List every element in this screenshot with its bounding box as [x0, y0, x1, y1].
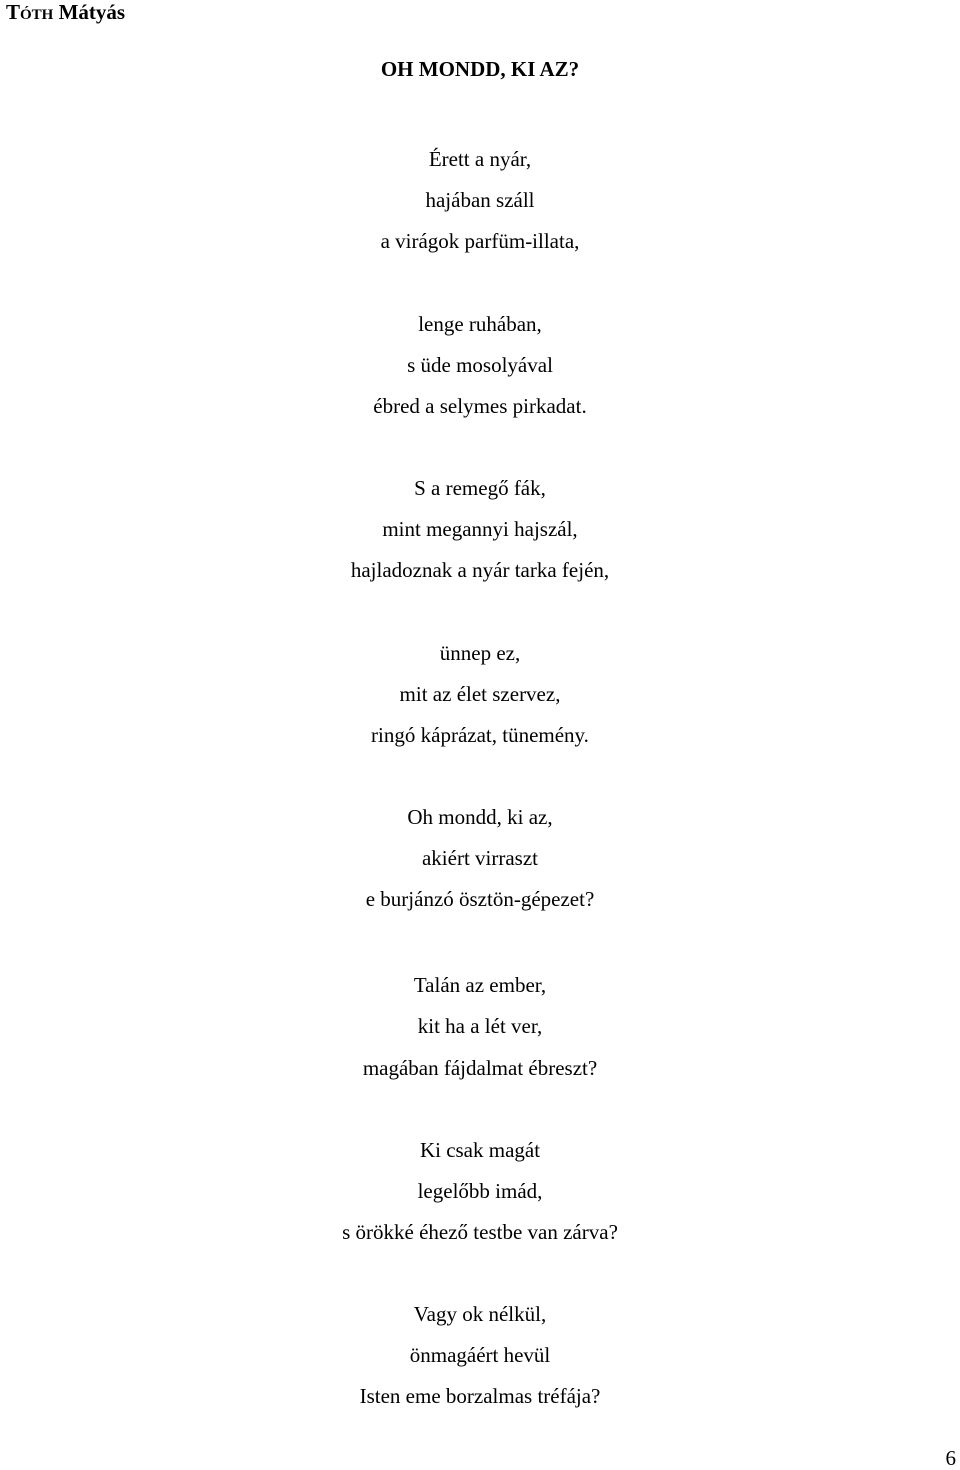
poem-line: legelőbb imád,: [417, 1179, 543, 1203]
poem-line: s örökké éhező testbe van zárva?: [342, 1220, 618, 1244]
poem-line: Talán az ember,: [413, 973, 547, 997]
poem-line: mint megannyi hajszál,: [382, 517, 578, 541]
poem-line: ringó káprázat, tünemény.: [371, 723, 589, 747]
poem-line: kit ha a lét ver,: [417, 1014, 543, 1038]
page-number: 6: [945, 1446, 956, 1470]
poem-line: e burjánzó ösztön-gépezet?: [365, 887, 595, 911]
author-given-name: Mátyás: [53, 0, 126, 24]
poem-line: Ki csak magát: [419, 1138, 541, 1162]
poem-line: ébred a selymes pirkadat.: [373, 394, 587, 418]
poem-line: ünnep ez,: [439, 641, 521, 665]
poem-line: S a remegő fák,: [414, 476, 546, 500]
poem-line: Érett a nyár,: [428, 147, 532, 171]
running-header-author: [6, 0, 125, 24]
poem-line: magában fájdalmat ébreszt?: [362, 1056, 598, 1080]
poem-line: Oh mondd, ki az,: [407, 805, 553, 829]
author-surname: Tóth: [6, 0, 54, 24]
poem-line: hajában száll: [425, 188, 535, 212]
poem-line: önmagáért hevül: [409, 1343, 551, 1367]
poem-line: akiért virraszt: [421, 846, 539, 870]
poem-line: lenge ruhában,: [418, 312, 542, 336]
poem-title: OH MONDD, KI AZ?: [380, 57, 580, 81]
poem-line: hajladoznak a nyár tarka fején,: [350, 558, 610, 582]
poem-line: mit az élet szervez,: [399, 682, 561, 706]
poem-line: a virágok parfüm-illata,: [380, 229, 580, 253]
poem-line: Isten eme borzalmas tréfája?: [359, 1384, 601, 1408]
poem-line: s üde mosolyával: [407, 353, 553, 377]
poem-line: Vagy ok nélkül,: [413, 1302, 547, 1326]
